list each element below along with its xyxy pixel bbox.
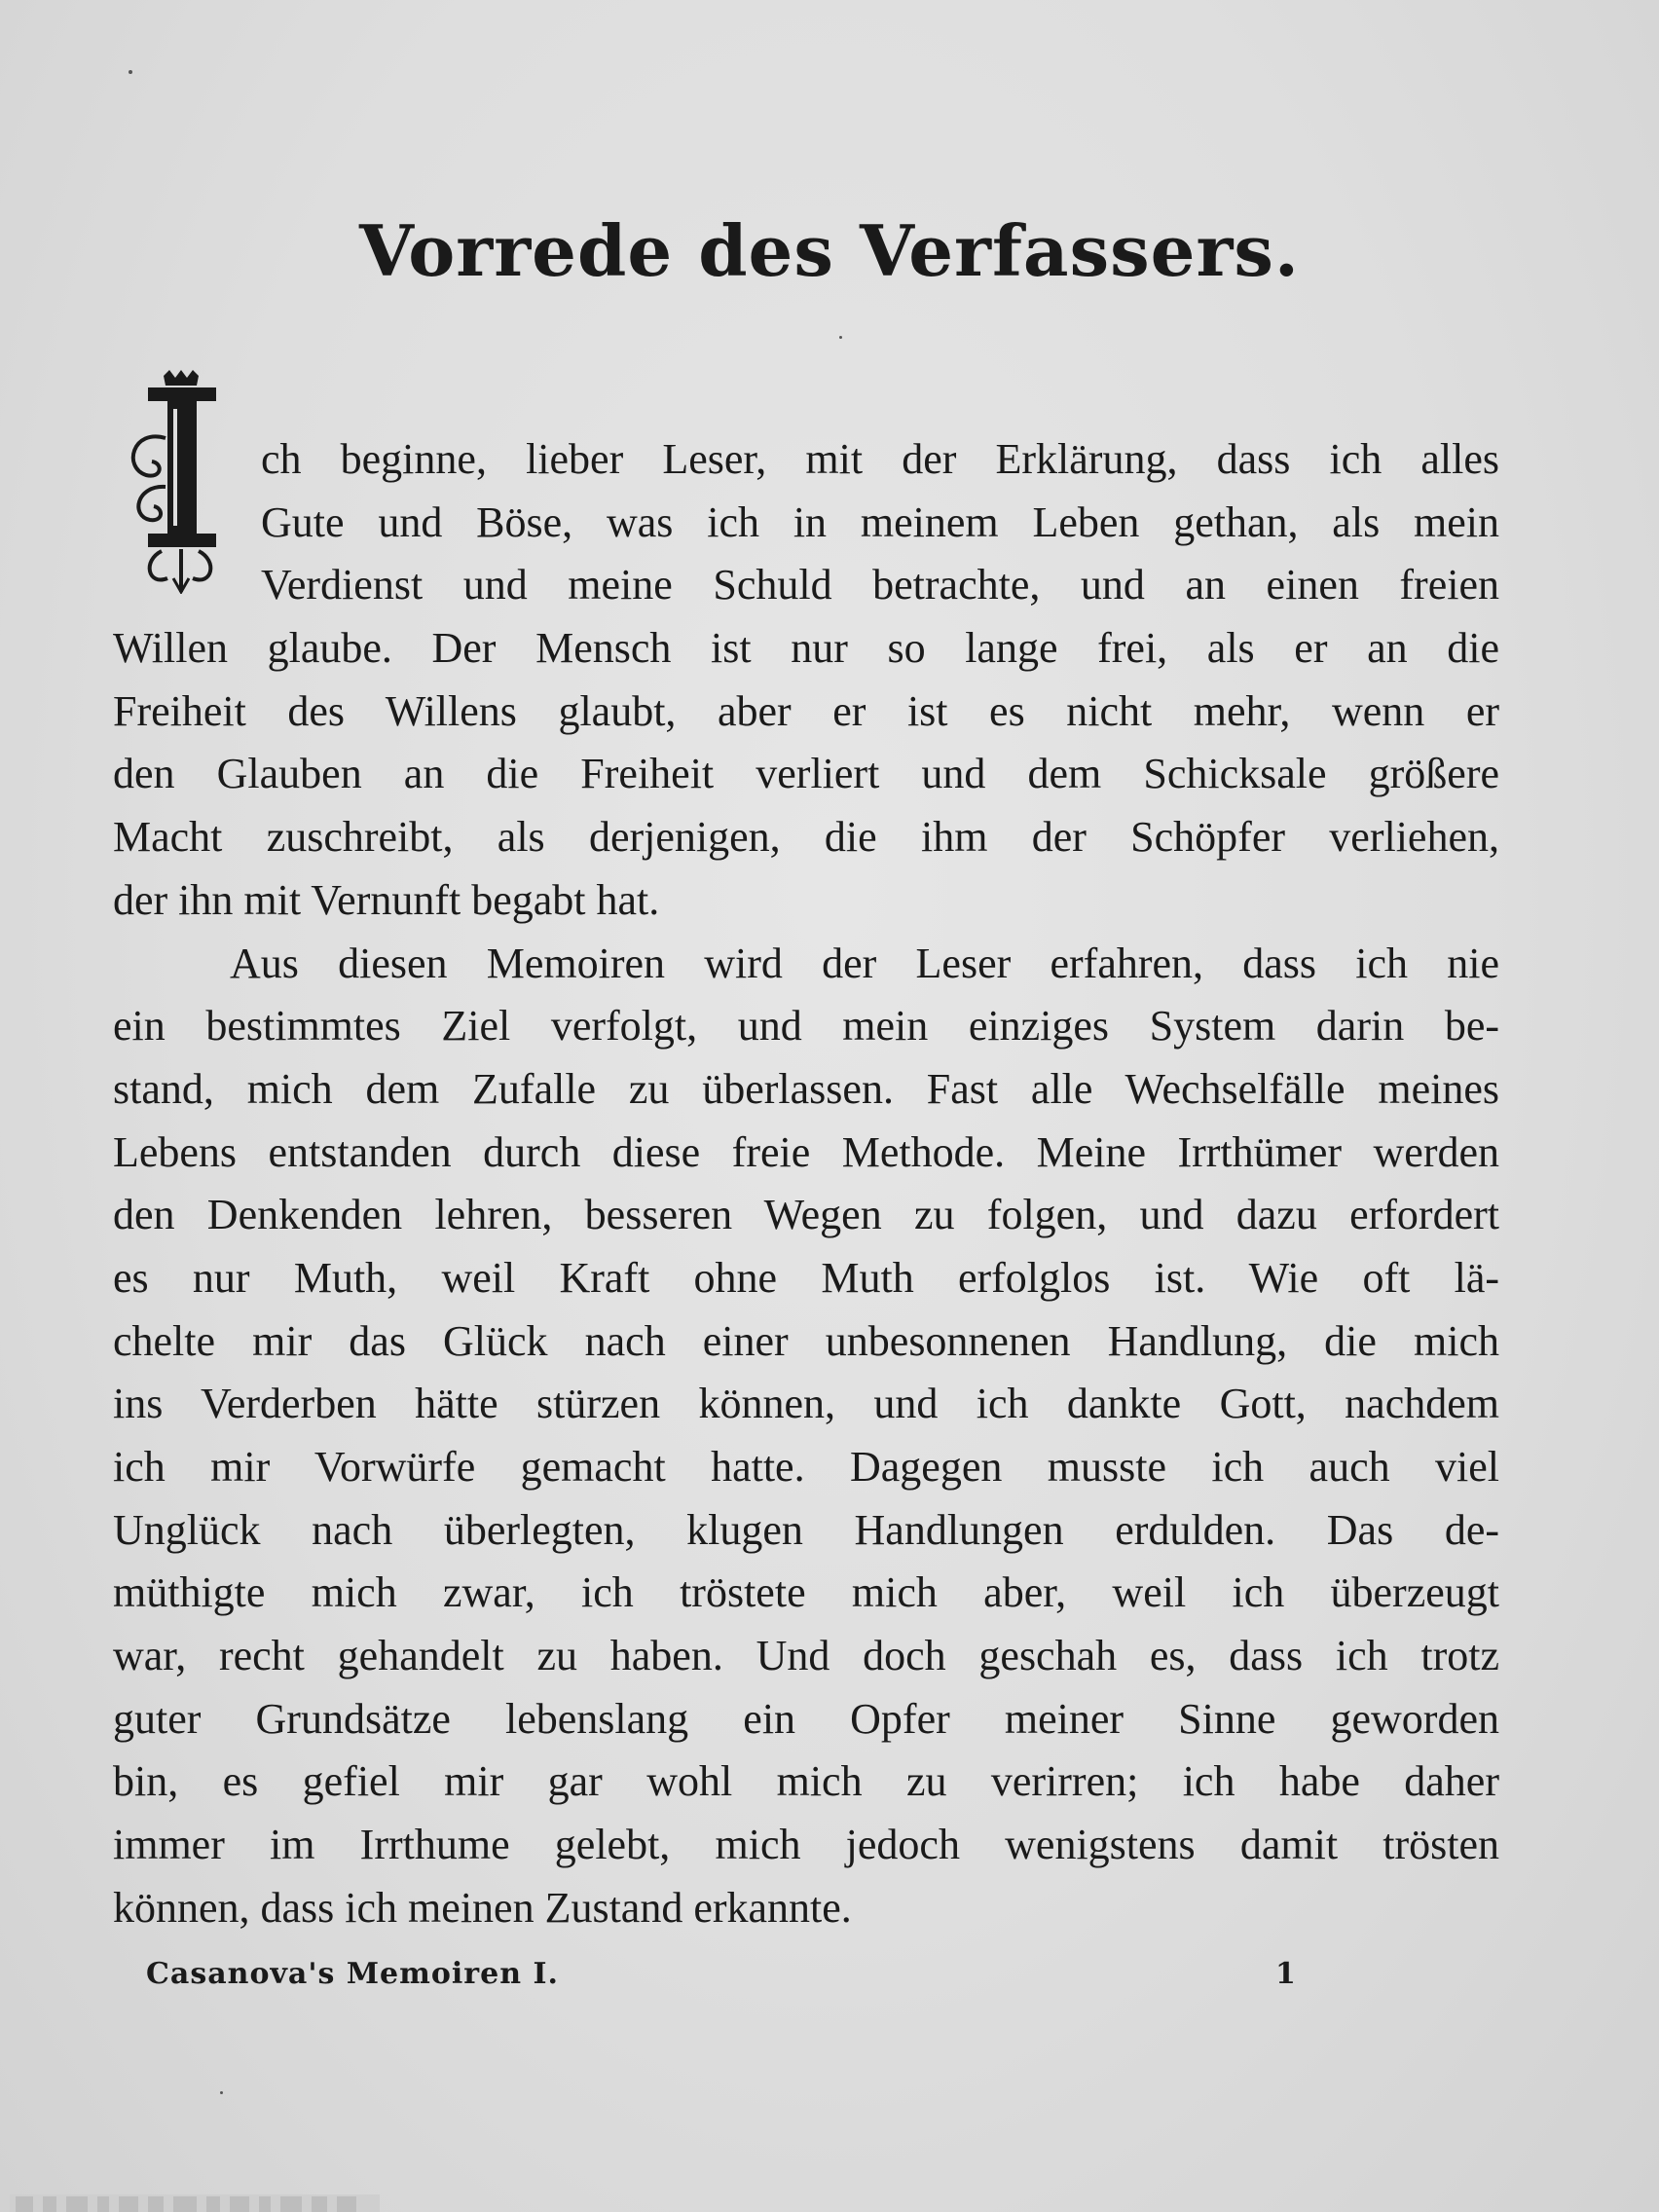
text-line: immer im Irrthume gelebt, mich jedoch wenigstens damit trösten <box>113 1821 1499 1869</box>
text-line: Lebens entstanden durch diese freie Methode. Meine Irrthümer werden <box>113 1127 1499 1176</box>
text-line: stand, mich dem Zufalle zu überlassen. Fast alle Wechselfälle meines <box>113 1064 1499 1113</box>
text-line: Aus diesen Memoiren wird der Leser erfahren, dass ich nie <box>230 939 1499 987</box>
text-line: es nur Muth, weil Kraft ohne Muth erfolglos ist. Wie oft lä- <box>113 1253 1499 1302</box>
text-line: Gute und Böse, was ich in meinem Leben gethan, als mein <box>261 498 1499 546</box>
body-text <box>113 428 1499 1940</box>
page-title: Vorrede des Verfassers. <box>359 209 1300 292</box>
text-line: Unglück nach überlegten, klugen Handlungen erdulden. Das de- <box>113 1505 1499 1554</box>
text-line: Willen glaube. Der Mensch ist nur so lange frei, als er an die <box>113 624 1499 673</box>
text-line: ins Verderben hätte stürzen können, und ich dankte Gott, nachdem <box>113 1380 1499 1428</box>
running-footer-title: Casanova's Memoiren I. <box>146 1957 559 1991</box>
paragraph-2 <box>113 933 1499 1940</box>
watermark-graphic <box>10 2181 380 2212</box>
text-line: den Glauben an die Freiheit verliert und dem Schicksale größere <box>113 750 1499 798</box>
text-line: ein bestimmtes Ziel verfolgt, und mein einziges System darin be- <box>113 1002 1499 1051</box>
text-line: Freiheit des Willens glaubt, aber er ist es nicht mehr, wenn er <box>113 686 1499 735</box>
print-speck <box>129 70 132 74</box>
print-speck <box>839 336 842 339</box>
text-line: Verdienst und meine Schuld betrachte, und an einen freien <box>261 561 1499 609</box>
text-line: der ihn mit Vernunft begabt hat. <box>113 875 660 924</box>
text-line: ich mir Vorwürfe gemacht hatte. Dagegen musste ich auch viel <box>113 1443 1499 1491</box>
text-line: können, dass ich meinen Zustand erkannte. <box>113 1883 852 1932</box>
text-line: chelte mir das Glück nach einer unbesonnenen Handlung, die mich <box>113 1316 1499 1365</box>
text-line: ch beginne, lieber Leser, mit der Erklärung, dass ich alles <box>261 435 1499 483</box>
text-line: den Denkenden lehren, besseren Wegen zu folgen, und dazu erfordert <box>113 1191 1499 1239</box>
paragraph-1 <box>113 428 1499 933</box>
page-number: 1 <box>1275 1957 1296 1991</box>
text-line: guter Grundsätze lebenslang ein Opfer meiner Sinne geworden <box>113 1694 1499 1743</box>
print-speck <box>220 2091 223 2094</box>
text-line: bin, es gefiel mir gar wohl mich zu verirren; ich habe daher <box>113 1757 1499 1806</box>
text-line: müthigte mich zwar, ich tröstete mich aber, weil ich überzeugt <box>113 1568 1499 1617</box>
text-line: war, recht gehandelt zu haben. Und doch geschah es, dass ich trotz <box>113 1632 1499 1680</box>
text-line: Macht zuschreibt, als derjenigen, die ihm der Schöpfer verliehen, <box>113 813 1499 862</box>
